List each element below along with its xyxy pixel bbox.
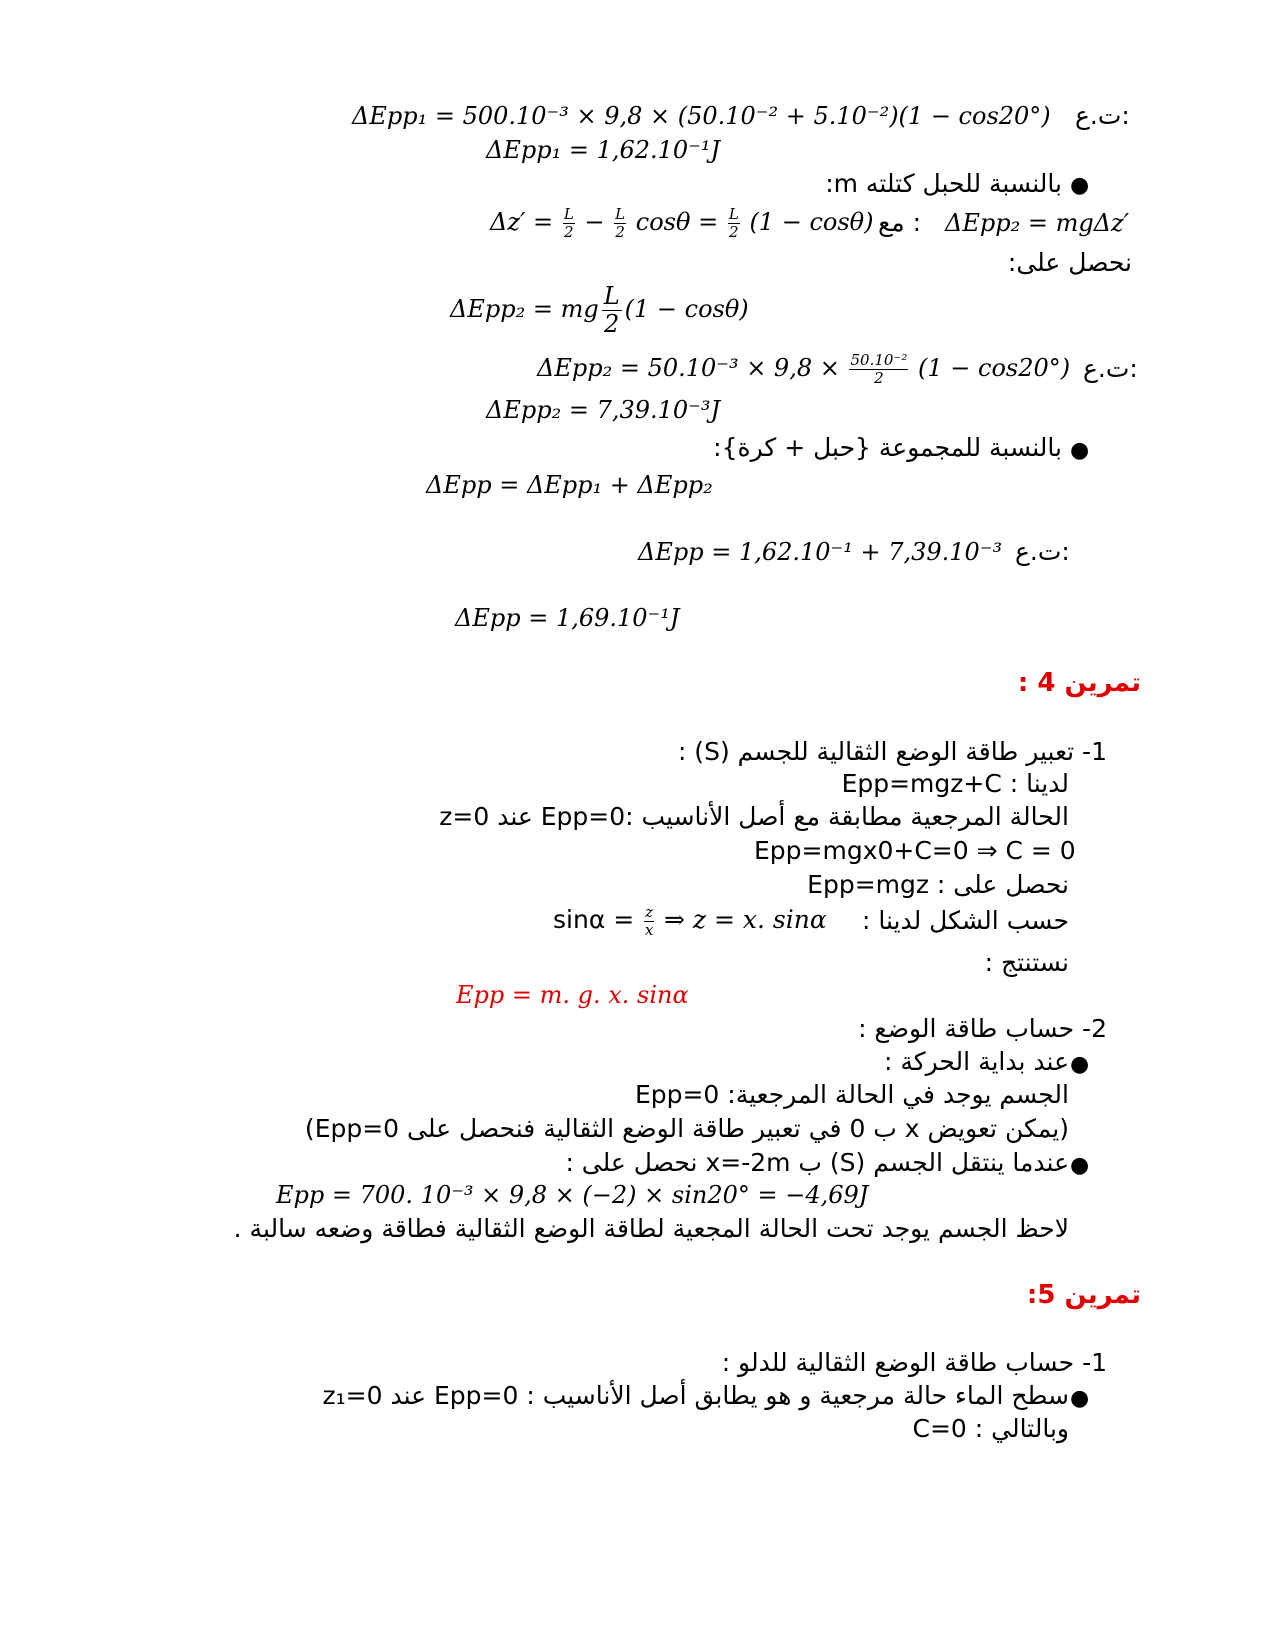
equation-delta-z [490,200,873,244]
ex4-deduce: نستنتج : [984,948,1069,977]
calc-label-1: ت.ع: [1075,101,1130,130]
ex5-question-1: 1- حساب طاقة الوضع الثقالية للدلو : [721,1348,1107,1377]
bullet-icon: ● [1070,1052,1090,1077]
equation-depp2-symbolic [450,278,749,340]
ex4-start-line-2: (يمكن تعويض x ب 0 في تعبير طاقة الوضع الثقالية فنحصل على Epp=0) [304,1114,1069,1143]
ex4-bullet-move: عندما ينتقل الجسم (S) ب x=-2m نحصل على : [565,1148,1069,1177]
ex4-question-1: 1- تعبير طاقة الوضع الثقالية للجسم (S) : [677,737,1107,766]
equation-depp1-numeric: ΔEpp₁ = 500.10⁻³ × 9,8 × (50.10⁻² + 5.10⁻²)(1 − cos20°) [352,102,1051,130]
ex4-bullet-start: عند بداية الحركة : [883,1047,1069,1076]
dz-end: (1 − cosθ) [749,208,874,236]
fraction-l-over-2: $\frac{L}{2}$ [563,205,574,241]
ex5-bullet-reference: سطح الماء حالة مرجعية و هو يطابق أصل الأناسيب : Epp=0 عند z₁=0 [322,1381,1069,1410]
ex4-line-figure-text: حسب الشكل لدينا : [861,906,1069,935]
ex4-line-constant: Epp=mgx0+C=0 ⇒ C = 0 [754,836,1076,865]
equation-depp1-result: ΔEpp₁ = 1,62.10⁻¹J [486,136,721,164]
dz-left: Δz′ = [490,208,554,236]
te2-right: (1 − cos20°) [918,354,1071,382]
bullet-rope-text: بالنسبة للحبل كتلته m: [825,169,1062,198]
fraction-50e-2-over-2: $\frac{\text{50.10⁻²}}{2}$ [850,351,908,387]
ex4-question-2: 2- حساب طاقة الوضع : [858,1014,1107,1043]
dz-mid: cosθ = [635,208,719,236]
equation-depp2-result: ΔEpp₂ = 7,39.10⁻³J [486,396,721,424]
exercise-5-heading: تمرين 5: [1026,1280,1141,1310]
bullet-icon: ● [1070,438,1090,463]
sin-left: sinα = [553,905,635,934]
ex4-move-equation: Epp = 700. 10⁻³ × 9,8 × (−2) × sin20° = −4,69J [276,1181,869,1209]
calc-label-3: ت.ع: [1015,537,1070,566]
equation-sum: ΔEpp = ΔEpp₁ + ΔEpp₂ [426,471,713,499]
ex4-line-given: لدينا : Epp=mgz+C [841,769,1069,798]
fraction-l-over-2: $\frac{L}{2}$ [615,205,626,241]
bullet-icon: ● [1070,1153,1090,1178]
ex4-start-line-1: الجسم يوجد في الحالة المرجعية: Epp=0 [634,1080,1069,1109]
fraction-z-over-x: $\frac{z}{x}$ [644,902,654,939]
dz-minus: − [584,208,605,236]
calc-label-2: ت.ع: [1083,354,1138,383]
equation-sum-numeric: ΔEpp = 1,62.10⁻¹ + 7,39.10⁻³ [638,538,1003,566]
bullet-group-text: بالنسبة للمجموعة {حبل + كرة}: [713,433,1062,462]
ex5-line-constant: وبالتالي : C=0 [912,1414,1069,1443]
fraction-l-over-2-large: $\frac{L}{2}$ [603,282,620,338]
equation-depp2-definition: ΔEpp₂ = mgΔz′ [945,209,1130,237]
ex4-result-formula: Epp = m. g. x. sinα [456,981,689,1009]
eq-mg-left: ΔEpp₂ = mg [450,295,599,323]
sin-right: ⇒ z = x. sinα [664,905,827,934]
ex4-note: لاحظ الجسم يوجد تحت الحالة المجعية لطاقة الوضع الثقالية فطاقة وضعه سالبة . [233,1214,1069,1243]
bullet-icon: ● [1070,1386,1090,1411]
fraction-l-over-2: $\frac{L}{2}$ [728,205,739,241]
with-label: مع : [878,208,922,237]
equation-sum-result: ΔEpp = 1,69.10⁻¹J [455,604,680,632]
ex4-line-result-z: نحصل على : Epp=mgz [807,870,1069,899]
equation-depp2-numeric [537,340,1070,396]
ex4-line-reference: الحالة المرجعية مطابقة مع أصل الأناسيب :Epp=0 عند z=0 [439,802,1069,831]
we-get-text: نحصل على: [1007,248,1132,277]
ex4-sin-relation [553,898,827,942]
exercise-4-heading: تمرين 4 : [1017,668,1141,698]
eq-mg-right: (1 − cosθ) [624,295,749,323]
te2-left: ΔEpp₂ = 50.10⁻³ × 9,8 × [537,354,840,382]
bullet-icon: ● [1070,173,1090,198]
